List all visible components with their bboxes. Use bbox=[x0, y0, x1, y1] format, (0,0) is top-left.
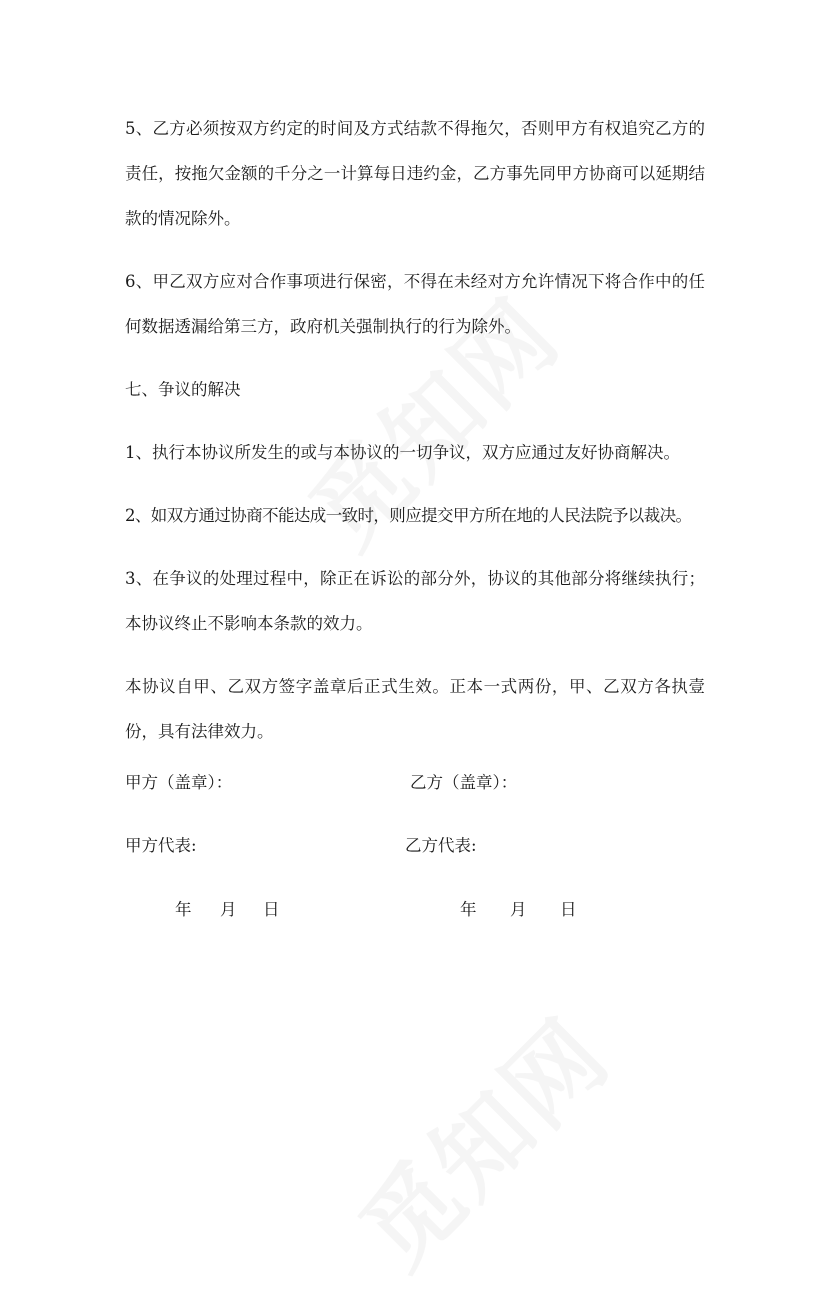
clause-5: 5、乙方必须按双方约定的时间及方式结款不得拖欠，否则甲方有权追究乙方的责任，按拖欠金额的千分之一计算每日违约金，乙方事先同甲方协商可以延期结款的情况除外。 bbox=[125, 119, 705, 228]
date-year: 年 bbox=[460, 900, 477, 919]
document-body bbox=[125, 106, 705, 754]
effective-clause: 本协议自甲、乙双方签字盖章后正式生效。正本一式两份，甲、乙双方各执壹份，具有法律效力。 bbox=[125, 677, 705, 741]
party-b-rep-label: 乙方代表: bbox=[405, 836, 477, 855]
date-day: 日 bbox=[263, 900, 280, 919]
watermark bbox=[325, 984, 634, 1293]
clause-6: 6、甲乙双方应对合作事项进行保密，不得在未经对方允许情况下将合作中的任何数据透漏给第三方，政府机关强制执行的行为除外。 bbox=[125, 272, 705, 336]
date-year: 年 bbox=[175, 900, 192, 919]
party-a-seal-label: 甲方（盖章）： bbox=[125, 773, 233, 792]
section-heading-dispute: 七、争议的解决 bbox=[125, 380, 241, 399]
party-a-rep-label: 甲方代表: bbox=[125, 836, 197, 855]
dispute-clause-2: 2、如双方通过协商不能达成一致时，则应提交甲方所在地的人民法院予以裁决。 bbox=[125, 506, 692, 525]
dispute-clause-3: 3、在争议的处理过程中，除正在诉讼的部分外，协议的其他部分将继续执行；本协议终止不影响本条款的效力。 bbox=[125, 569, 705, 633]
party-b-seal-label: 乙方（盖章）： bbox=[410, 773, 518, 792]
dispute-clause-1: 1、执行本协议所发生的或与本协议的一切争议，双方应通过友好协商解决。 bbox=[125, 443, 680, 462]
date-day: 日 bbox=[560, 900, 577, 919]
date-month: 月 bbox=[510, 900, 527, 919]
date-month: 月 bbox=[220, 900, 237, 919]
